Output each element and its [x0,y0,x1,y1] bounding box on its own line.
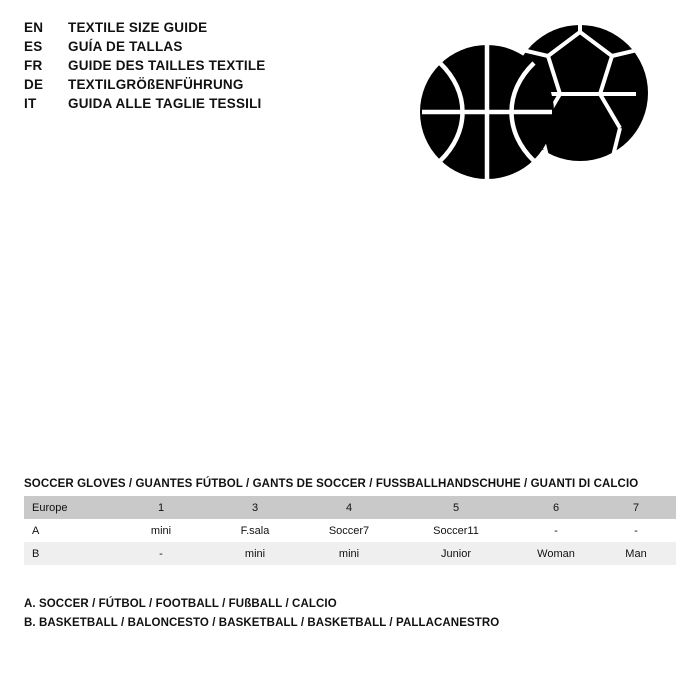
table-caption: SOCCER GLOVES / GUANTES FÚTBOL / GANTS DE SOCCER / FUSSBALLHANDSCHUHE / GUANTI DI CALCIO [24,478,639,490]
language-row [24,39,424,58]
language-code: EN [24,20,44,35]
size-table [24,496,676,565]
table-cell: F.sala [240,524,270,537]
row-label: B [32,547,40,560]
language-code: FR [24,58,43,73]
basketball-icon [420,45,554,179]
table-cell: Junior [441,547,471,560]
legend-line-a: A. SOCCER / FÚTBOL / FOOTBALL / FUßBALL / CALCIO [24,598,337,610]
legend [24,595,676,633]
table-row [24,542,676,565]
table-cell: Man [625,547,647,560]
language-title-list [24,20,424,115]
table-header-row [24,496,676,519]
language-row [24,77,424,96]
column-header: 4 [345,501,353,514]
language-row [24,20,424,39]
row-label: A [32,524,40,537]
language-title: GUIDE DES TAILLES TEXTILE [68,58,266,73]
column-header: 1 [157,501,165,514]
table-cell: mini [338,547,360,560]
language-title: TEXTILE SIZE GUIDE [68,20,208,35]
table-cell: - [554,524,558,537]
table-cell: Soccer7 [328,524,370,537]
table-cell: - [159,547,163,560]
language-row [24,96,424,115]
language-title: GUIDA ALLE TAGLIE TESSILI [68,96,262,111]
legend-line-b: B. BASKETBALL / BALONCESTO / BASKETBALL / BASKETBALL / PALLACANESTRO [24,617,500,629]
column-header: 3 [251,501,259,514]
table-cell: mini [244,547,266,560]
language-code: IT [24,96,37,111]
table-row [24,519,676,542]
table-cell: - [634,524,638,537]
column-header: 7 [632,501,640,514]
language-title: TEXTILGRÖßENFÜHRUNG [68,77,244,92]
table-cell: mini [150,524,172,537]
table-cell: Woman [537,547,575,560]
table-cell: Soccer11 [433,524,479,537]
column-header: Europe [32,501,68,514]
column-header: 5 [452,501,460,514]
column-header: 6 [552,501,560,514]
language-code: DE [24,77,44,92]
size-table-section [24,478,676,565]
language-title: GUÍA DE TALLAS [68,39,183,54]
language-row [24,58,424,77]
language-code: ES [24,39,43,54]
balls-illustration [418,20,658,195]
